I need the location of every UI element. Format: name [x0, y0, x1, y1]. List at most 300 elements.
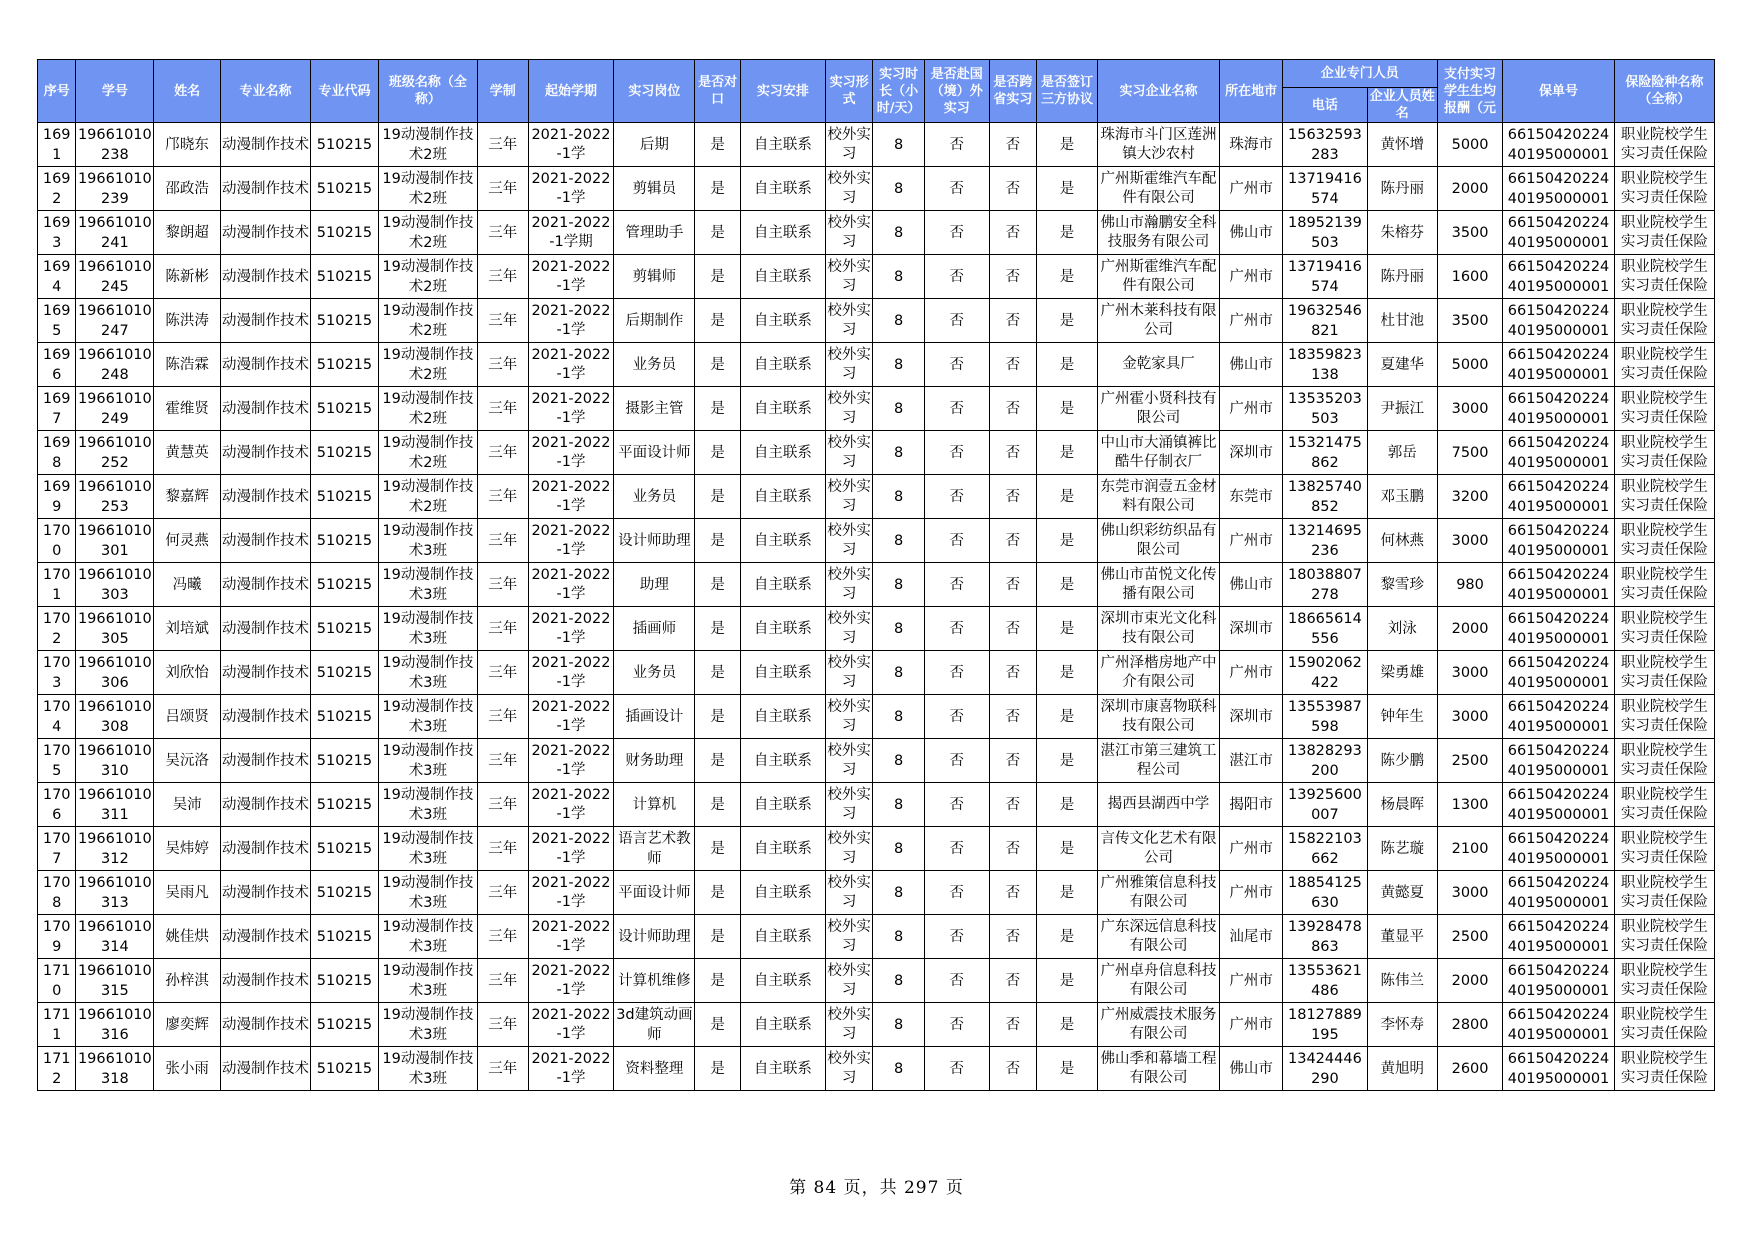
- cell-name: 邝晓东: [154, 123, 221, 167]
- cell-duration: 三年: [477, 563, 528, 607]
- cell-form: [825, 607, 873, 651]
- cell-company-text: 广州木莱科技有限公司: [1100, 302, 1217, 338]
- cell-class-name: 19动漫制作技术2班: [378, 123, 477, 167]
- cell-cross-province: 否: [989, 431, 1037, 475]
- cell-insurance-text: 职业院校学生实习责任保险: [1620, 258, 1708, 294]
- cell-phone: 13535203503: [1282, 387, 1367, 431]
- cell-name: 刘培斌: [154, 607, 221, 651]
- cell-company-text: 言传文化艺术有限公司: [1100, 830, 1217, 866]
- cell-pay: 2500: [1437, 739, 1503, 783]
- table-row: [38, 739, 1715, 783]
- table-row: [38, 387, 1715, 431]
- cell-major-code: 510215: [311, 959, 379, 1003]
- cell-cross-province: 否: [989, 211, 1037, 255]
- cell-start-term: [528, 387, 614, 431]
- cell-insurance-text: 职业院校学生实习责任保险: [1620, 962, 1708, 998]
- header-start-term: 起始学期: [528, 60, 614, 123]
- cell-form-text: 校外实习: [827, 1050, 871, 1086]
- cell-start-term-text: 2021-2022-1学: [531, 126, 611, 162]
- cell-major-code: 510215: [311, 519, 379, 563]
- cell-name: 霍维贤: [154, 387, 221, 431]
- cell-pay: 2600: [1437, 1047, 1503, 1091]
- cell-position: 3d建筑动画师: [614, 1003, 695, 1047]
- cell-company: [1097, 211, 1219, 255]
- cell-matched: 是: [695, 695, 741, 739]
- cell-insurance: [1614, 299, 1714, 343]
- cell-tripartite: 是: [1037, 431, 1098, 475]
- cell-class-name: 19动漫制作技术2班: [378, 475, 477, 519]
- cell-form-text: 校外实习: [827, 522, 871, 558]
- cell-form-text: 校外实习: [827, 830, 871, 866]
- cell-class-name: 19动漫制作技术2班: [378, 255, 477, 299]
- cell-start-term: [528, 739, 614, 783]
- cell-hours: 8: [873, 387, 925, 431]
- cell-policy-no: 6615042022440195000001: [1503, 651, 1614, 695]
- cell-major: 动漫制作技术: [221, 1003, 311, 1047]
- table-row: [38, 827, 1715, 871]
- cell-cross-province: 否: [989, 519, 1037, 563]
- cell-start-term-text: 2021-2022-1学: [531, 170, 611, 206]
- cell-matched: 是: [695, 827, 741, 871]
- cell-insurance: [1614, 167, 1714, 211]
- cell-tripartite: 是: [1037, 827, 1098, 871]
- cell-name: 黎朗超: [154, 211, 221, 255]
- cell-hours: 8: [873, 475, 925, 519]
- cell-city: 揭阳市: [1220, 783, 1283, 827]
- cell-contact-name: 陈艺璇: [1367, 827, 1437, 871]
- cell-class-name: 19动漫制作技术2班: [378, 167, 477, 211]
- cell-class-name: 19动漫制作技术3班: [378, 827, 477, 871]
- cell-position: 后期制作: [614, 299, 695, 343]
- cell-position: 计算机维修: [614, 959, 695, 1003]
- cell-duration: 三年: [477, 1003, 528, 1047]
- cell-matched: 是: [695, 475, 741, 519]
- cell-policy-no: 6615042022440195000001: [1503, 343, 1614, 387]
- cell-company-text: 揭西县湖西中学: [1107, 796, 1210, 812]
- table-row: [38, 475, 1715, 519]
- cell-abroad: 否: [924, 607, 989, 651]
- cell-contact-name: 黄懿夏: [1367, 871, 1437, 915]
- table-row: [38, 783, 1715, 827]
- cell-major: 动漫制作技术: [221, 915, 311, 959]
- cell-duration: 三年: [477, 343, 528, 387]
- cell-insurance-text: 职业院校学生实习责任保险: [1620, 346, 1708, 382]
- cell-position: 插画设计: [614, 695, 695, 739]
- cell-position: 财务助理: [614, 739, 695, 783]
- table-row: [38, 915, 1715, 959]
- cell-form-text: 校外实习: [827, 566, 871, 602]
- cell-major: 动漫制作技术: [221, 343, 311, 387]
- cell-policy-no: 6615042022440195000001: [1503, 783, 1614, 827]
- cell-major: 动漫制作技术: [221, 519, 311, 563]
- cell-cross-province: 否: [989, 475, 1037, 519]
- cell-name: 陈浩霖: [154, 343, 221, 387]
- cell-form: [825, 959, 873, 1003]
- cell-city: 广州市: [1220, 299, 1283, 343]
- cell-policy-no: 6615042022440195000001: [1503, 871, 1614, 915]
- cell-major: 动漫制作技术: [221, 475, 311, 519]
- cell-position: 插画师: [614, 607, 695, 651]
- cell-seq: 1703: [38, 651, 76, 695]
- cell-hours: 8: [873, 915, 925, 959]
- cell-pay: 5000: [1437, 123, 1503, 167]
- cell-class-name: 19动漫制作技术3班: [378, 739, 477, 783]
- header-arrangement: 实习安排: [740, 60, 825, 123]
- cell-contact-name: 黄旭明: [1367, 1047, 1437, 1091]
- cell-abroad: 否: [924, 387, 989, 431]
- cell-class-name: 19动漫制作技术2班: [378, 431, 477, 475]
- cell-cross-province: 否: [989, 607, 1037, 651]
- cell-seq: 1704: [38, 695, 76, 739]
- cell-position: 助理: [614, 563, 695, 607]
- cell-start-term-text: 2021-2022-1学: [531, 346, 611, 382]
- cell-tripartite: 是: [1037, 519, 1098, 563]
- cell-major-code: 510215: [311, 475, 379, 519]
- cell-class-name: 19动漫制作技术3班: [378, 563, 477, 607]
- cell-start-term: [528, 1047, 614, 1091]
- cell-insurance: [1614, 1047, 1714, 1091]
- cell-position: 语言艺术教师: [614, 827, 695, 871]
- header-contact-name: 企业人员姓名: [1367, 88, 1437, 123]
- cell-form-text: 校外实习: [827, 478, 871, 514]
- cell-insurance: [1614, 915, 1714, 959]
- cell-form-text: 校外实习: [827, 698, 871, 734]
- cell-form-text: 校外实习: [827, 302, 871, 338]
- cell-city: 佛山市: [1220, 343, 1283, 387]
- cell-company: [1097, 959, 1219, 1003]
- cell-start-term: [528, 1003, 614, 1047]
- cell-hours: 8: [873, 1047, 925, 1091]
- cell-company: [1097, 343, 1219, 387]
- header-contact-group: 企业专门人员: [1282, 60, 1437, 88]
- cell-policy-no: 6615042022440195000001: [1503, 739, 1614, 783]
- cell-student-id: 19661010306: [76, 651, 154, 695]
- cell-form: [825, 475, 873, 519]
- cell-company: [1097, 1003, 1219, 1047]
- cell-cross-province: 否: [989, 783, 1037, 827]
- cell-insurance-text: 职业院校学生实习责任保险: [1620, 1006, 1708, 1042]
- cell-contact-name: 何林燕: [1367, 519, 1437, 563]
- cell-abroad: 否: [924, 871, 989, 915]
- cell-phone: 15902062422: [1282, 651, 1367, 695]
- cell-form-text: 校外实习: [827, 126, 871, 162]
- cell-class-name: 19动漫制作技术3班: [378, 607, 477, 651]
- cell-phone: 18952139503: [1282, 211, 1367, 255]
- cell-student-id: 19661010245: [76, 255, 154, 299]
- cell-student-id: 19661010239: [76, 167, 154, 211]
- cell-start-term: [528, 299, 614, 343]
- header-company: 实习企业名称: [1097, 60, 1219, 123]
- cell-major-code: 510215: [311, 827, 379, 871]
- cell-major: 动漫制作技术: [221, 211, 311, 255]
- cell-start-term-text: 2021-2022-1学: [531, 918, 611, 954]
- cell-phone: 13828293200: [1282, 739, 1367, 783]
- cell-hours: 8: [873, 563, 925, 607]
- cell-start-term: [528, 431, 614, 475]
- cell-arrangement: 自主联系: [740, 211, 825, 255]
- cell-cross-province: 否: [989, 739, 1037, 783]
- cell-contact-name: 董显平: [1367, 915, 1437, 959]
- cell-form-text: 校外实习: [827, 214, 871, 250]
- cell-seq: 1693: [38, 211, 76, 255]
- cell-phone: 15632593283: [1282, 123, 1367, 167]
- cell-abroad: 否: [924, 519, 989, 563]
- cell-contact-name: 黄怀增: [1367, 123, 1437, 167]
- cell-pay: 5000: [1437, 343, 1503, 387]
- cell-form: [825, 519, 873, 563]
- cell-policy-no: 6615042022440195000001: [1503, 959, 1614, 1003]
- cell-position: 管理助手: [614, 211, 695, 255]
- table-body: [38, 123, 1715, 1091]
- cell-start-term: [528, 827, 614, 871]
- cell-pay: 3000: [1437, 695, 1503, 739]
- cell-policy-no: 6615042022440195000001: [1503, 167, 1614, 211]
- cell-phone: 13553987598: [1282, 695, 1367, 739]
- cell-class-name: 19动漫制作技术2班: [378, 211, 477, 255]
- cell-form: [825, 211, 873, 255]
- cell-arrangement: 自主联系: [740, 343, 825, 387]
- cell-cross-province: 否: [989, 695, 1037, 739]
- cell-policy-no: 6615042022440195000001: [1503, 519, 1614, 563]
- cell-company-text: 深圳市康喜物联科技有限公司: [1100, 698, 1217, 734]
- cell-matched: 是: [695, 1003, 741, 1047]
- cell-start-term-text: 2021-2022-1学: [531, 654, 611, 690]
- cell-insurance: [1614, 739, 1714, 783]
- cell-seq: 1691: [38, 123, 76, 167]
- cell-cross-province: 否: [989, 167, 1037, 211]
- cell-arrangement: 自主联系: [740, 255, 825, 299]
- cell-duration: 三年: [477, 695, 528, 739]
- cell-major-code: 510215: [311, 299, 379, 343]
- cell-policy-no: 6615042022440195000001: [1503, 299, 1614, 343]
- cell-start-term-text: 2021-2022-1学: [531, 390, 611, 426]
- cell-insurance-text: 职业院校学生实习责任保险: [1620, 830, 1708, 866]
- cell-company: [1097, 827, 1219, 871]
- header-cross-province: 是否跨省实习: [989, 60, 1037, 123]
- cell-tripartite: 是: [1037, 1003, 1098, 1047]
- cell-hours: 8: [873, 783, 925, 827]
- cell-contact-name: 陈丹丽: [1367, 167, 1437, 211]
- cell-name: 吴沛: [154, 783, 221, 827]
- cell-arrangement: 自主联系: [740, 607, 825, 651]
- cell-hours: 8: [873, 739, 925, 783]
- cell-start-term: [528, 563, 614, 607]
- cell-major-code: 510215: [311, 695, 379, 739]
- cell-major-code: 510215: [311, 607, 379, 651]
- cell-insurance: [1614, 211, 1714, 255]
- cell-seq: 1696: [38, 343, 76, 387]
- cell-insurance-text: 职业院校学生实习责任保险: [1620, 918, 1708, 954]
- cell-student-id: 19661010308: [76, 695, 154, 739]
- cell-matched: 是: [695, 343, 741, 387]
- cell-form-text: 校外实习: [827, 258, 871, 294]
- cell-major-code: 510215: [311, 651, 379, 695]
- cell-position: 剪辑师: [614, 255, 695, 299]
- cell-policy-no: 6615042022440195000001: [1503, 827, 1614, 871]
- cell-insurance: [1614, 607, 1714, 651]
- cell-city: 广州市: [1220, 167, 1283, 211]
- cell-abroad: 否: [924, 299, 989, 343]
- cell-company-text: 深圳市束光文化科技有限公司: [1100, 610, 1217, 646]
- cell-start-term-text: 2021-2022-1学: [531, 830, 611, 866]
- cell-cross-province: 否: [989, 827, 1037, 871]
- cell-position: 后期: [614, 123, 695, 167]
- cell-cross-province: 否: [989, 255, 1037, 299]
- cell-class-name: 19动漫制作技术2班: [378, 387, 477, 431]
- header-tripartite: 是否签订三方协议: [1037, 60, 1098, 123]
- cell-student-id: 19661010312: [76, 827, 154, 871]
- cell-company-text: 佛山季和幕墙工程有限公司: [1100, 1050, 1217, 1086]
- cell-insurance: [1614, 255, 1714, 299]
- cell-pay: 3000: [1437, 871, 1503, 915]
- cell-tripartite: 是: [1037, 959, 1098, 1003]
- cell-major: 动漫制作技术: [221, 563, 311, 607]
- cell-duration: 三年: [477, 167, 528, 211]
- cell-company: [1097, 783, 1219, 827]
- cell-arrangement: 自主联系: [740, 739, 825, 783]
- cell-contact-name: 黎雪珍: [1367, 563, 1437, 607]
- cell-student-id: 19661010313: [76, 871, 154, 915]
- cell-form-text: 校外实习: [827, 786, 871, 822]
- cell-hours: 8: [873, 695, 925, 739]
- cell-major: 动漫制作技术: [221, 167, 311, 211]
- cell-arrangement: 自主联系: [740, 695, 825, 739]
- cell-start-term: [528, 871, 614, 915]
- cell-insurance-text: 职业院校学生实习责任保险: [1620, 170, 1708, 206]
- cell-tripartite: 是: [1037, 211, 1098, 255]
- cell-matched: 是: [695, 871, 741, 915]
- cell-student-id: 19661010315: [76, 959, 154, 1003]
- cell-abroad: 否: [924, 915, 989, 959]
- cell-insurance: [1614, 1003, 1714, 1047]
- cell-policy-no: 6615042022440195000001: [1503, 1003, 1614, 1047]
- cell-city: 广州市: [1220, 871, 1283, 915]
- cell-tripartite: 是: [1037, 607, 1098, 651]
- cell-student-id: 19661010310: [76, 739, 154, 783]
- cell-city: 湛江市: [1220, 739, 1283, 783]
- cell-abroad: 否: [924, 1003, 989, 1047]
- cell-abroad: 否: [924, 431, 989, 475]
- cell-major: 动漫制作技术: [221, 871, 311, 915]
- cell-seq: 1705: [38, 739, 76, 783]
- cell-seq: 1697: [38, 387, 76, 431]
- cell-name: 陈新彬: [154, 255, 221, 299]
- cell-insurance: [1614, 563, 1714, 607]
- cell-major-code: 510215: [311, 387, 379, 431]
- cell-company: [1097, 1047, 1219, 1091]
- cell-matched: 是: [695, 167, 741, 211]
- cell-phone: 13719416574: [1282, 255, 1367, 299]
- cell-policy-no: 6615042022440195000001: [1503, 1047, 1614, 1091]
- cell-student-id: 19661010238: [76, 123, 154, 167]
- cell-class-name: 19动漫制作技术2班: [378, 343, 477, 387]
- cell-duration: 三年: [477, 915, 528, 959]
- cell-company: [1097, 607, 1219, 651]
- cell-form: [825, 695, 873, 739]
- cell-insurance: [1614, 343, 1714, 387]
- cell-abroad: 否: [924, 343, 989, 387]
- cell-name: 张小雨: [154, 1047, 221, 1091]
- cell-student-id: 19661010303: [76, 563, 154, 607]
- cell-hours: 8: [873, 1003, 925, 1047]
- table-row: [38, 651, 1715, 695]
- cell-student-id: 19661010253: [76, 475, 154, 519]
- cell-abroad: 否: [924, 1047, 989, 1091]
- cell-start-term-text: 2021-2022-1学期: [531, 214, 611, 250]
- cell-form-text: 校外实习: [827, 1006, 871, 1042]
- cell-policy-no: 6615042022440195000001: [1503, 475, 1614, 519]
- cell-class-name: 19动漫制作技术3班: [378, 871, 477, 915]
- cell-cross-province: 否: [989, 563, 1037, 607]
- cell-start-term-text: 2021-2022-1学: [531, 522, 611, 558]
- cell-major: 动漫制作技术: [221, 959, 311, 1003]
- cell-city: 广州市: [1220, 651, 1283, 695]
- cell-duration: 三年: [477, 827, 528, 871]
- cell-company-text: 佛山市苗悦文化传播有限公司: [1100, 566, 1217, 602]
- cell-duration: 三年: [477, 211, 528, 255]
- cell-company: [1097, 519, 1219, 563]
- cell-major: 动漫制作技术: [221, 1047, 311, 1091]
- cell-position: 摄影主管: [614, 387, 695, 431]
- cell-duration: 三年: [477, 299, 528, 343]
- cell-insurance: [1614, 783, 1714, 827]
- cell-tripartite: 是: [1037, 783, 1098, 827]
- cell-company: [1097, 475, 1219, 519]
- table-row: [38, 695, 1715, 739]
- cell-abroad: 否: [924, 563, 989, 607]
- cell-start-term-text: 2021-2022-1学: [531, 698, 611, 734]
- cell-form: [825, 651, 873, 695]
- cell-form-text: 校外实习: [827, 874, 871, 910]
- cell-cross-province: 否: [989, 915, 1037, 959]
- cell-company-text: 广州威震技术服务有限公司: [1100, 1006, 1217, 1042]
- cell-matched: 是: [695, 651, 741, 695]
- cell-insurance-text: 职业院校学生实习责任保险: [1620, 610, 1708, 646]
- cell-pay: 2800: [1437, 1003, 1503, 1047]
- cell-pay: 1300: [1437, 783, 1503, 827]
- cell-duration: 三年: [477, 959, 528, 1003]
- cell-start-term-text: 2021-2022-1学: [531, 302, 611, 338]
- cell-tripartite: 是: [1037, 651, 1098, 695]
- cell-matched: 是: [695, 915, 741, 959]
- cell-policy-no: 6615042022440195000001: [1503, 915, 1614, 959]
- cell-arrangement: 自主联系: [740, 959, 825, 1003]
- cell-contact-name: 李怀寿: [1367, 1003, 1437, 1047]
- cell-form: [825, 1047, 873, 1091]
- cell-major-code: 510215: [311, 211, 379, 255]
- cell-policy-no: 6615042022440195000001: [1503, 607, 1614, 651]
- table-row: [38, 563, 1715, 607]
- cell-phone: 15822103662: [1282, 827, 1367, 871]
- cell-form-text: 校外实习: [827, 434, 871, 470]
- cell-form: [825, 167, 873, 211]
- cell-start-term: [528, 167, 614, 211]
- cell-start-term-text: 2021-2022-1学: [531, 1006, 611, 1042]
- cell-position: 剪辑员: [614, 167, 695, 211]
- cell-start-term: [528, 211, 614, 255]
- cell-name: 孙梓淇: [154, 959, 221, 1003]
- cell-start-term: [528, 475, 614, 519]
- cell-hours: 8: [873, 871, 925, 915]
- cell-insurance-text: 职业院校学生实习责任保险: [1620, 698, 1708, 734]
- header-phone: 电话: [1282, 88, 1367, 123]
- cell-start-term: [528, 915, 614, 959]
- cell-name: 黎嘉辉: [154, 475, 221, 519]
- cell-start-term: [528, 123, 614, 167]
- cell-arrangement: 自主联系: [740, 431, 825, 475]
- header-name: 姓名: [154, 60, 221, 123]
- cell-major-code: 510215: [311, 1003, 379, 1047]
